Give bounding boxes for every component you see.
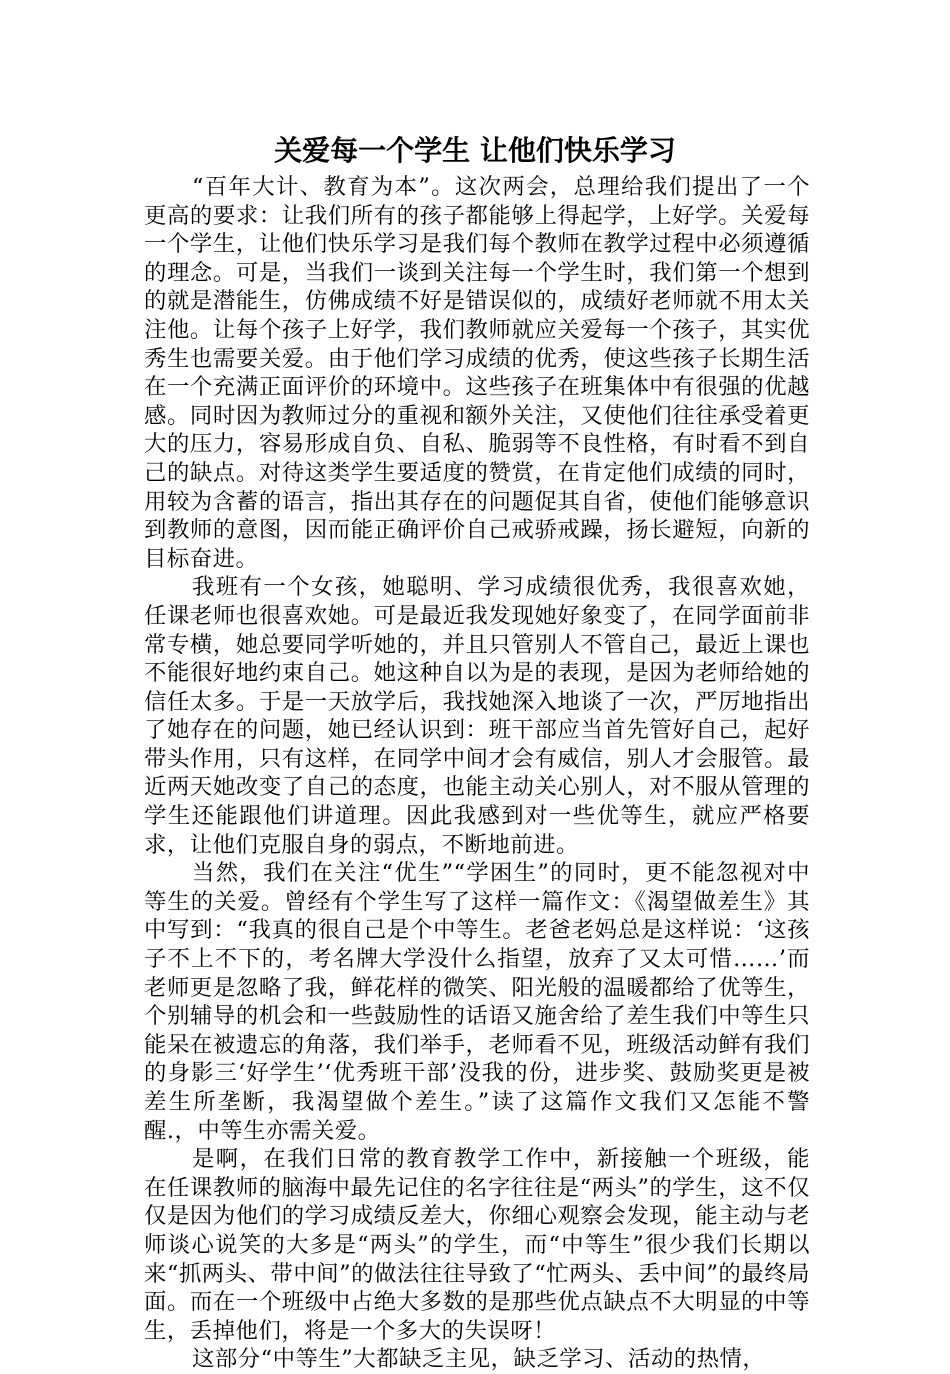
document-title: 关爱每一个学生 让他们快乐学习 — [274, 134, 676, 167]
paragraph-2: 我班有一个女孩，她聪明、学习成绩很优秀，我很喜欢她，任课老师也很喜欢她。可是最近我发现她好象变了，在同学面前非常专横，她总要同学听她的，并且只管别人不管自己，最近上课也不能很好地约束自己。她这种自以为是的表现，是因为老师给她的信任太多。于是一天放学后，我找她深入地谈了一次，严厉地指出了她存在的问题，她已经认识到：班干部应当首先管好自己，起好带头作用，只有这样，在同学中间才会有威信，别人才会服管。最近两天她改变了自己的态度，也能主动关心别人，对不服从管理的学生还能跟他们讲道理。因此我感到对一些优等生，就应严格要求，让他们克服自身的弱点，不断地前进。 — [144, 574, 810, 858]
document-body — [144, 173, 810, 1374]
paragraph-1: “百年大计、教育为本”。这次两会，总理给我们提出了一个更高的要求：让我们所有的孩子都能够上得起学，上好学。关爱每一个学生，让他们快乐学习是我们每个教师在教学过程中必须遵循的理念。可是，当我们一谈到关注每一个学生时，我们第一个想到的就是潜能生，仿佛成绩不好是错误似的，成绩好老师就不用太关注他。让每个孩子上好学，我们教师就应关爱每一个孩子，其实优秀生也需要关爱。由于他们学习成绩的优秀，使这些孩子长期生活在一个充满正面评价的环境中。这些孩子在班集体中有很强的优越感。同时因为教师过分的重视和额外关注，又使他们往往承受着更大的压力，容易形成自负、自私、脆弱等不良性格，有时看不到自己的缺点。对待这类学生要适度的赞赏，在肯定他们成绩的同时，用较为含蓄的语言，指出其存在的问题促其自省，使他们能够意识到教师的意图，因而能正确评价自己戒骄戒躁，扬长避短，向新的目标奋进。 — [144, 174, 810, 572]
paragraph-5: 这部分“中等生”大都缺乏主见，缺乏学习、活动的热情， — [192, 1346, 766, 1373]
paragraph-3: 当然，我们在关注“优生”“学困生”的同时，更不能忽视对中等生的关爱。曾经有个学生写了这样一篇作文：《渴望做差生》其中写到：“我真的很自己是个中等生。老爸老妈总是这样说：‘这孩子不上不下的，考名牌大学没什么指望，放弃了又太可惜……’而老师更是忽略了我，鲜花样的微笑、阳光般的温暖都给了优等生，个别辅导的机会和一些鼓励性的话语又施舍给了差生我们中等生只能呆在被遗忘的角落，我们举手，老师看不见，班级活动鲜有我们的身影三‘好学生’‘优秀班干部’没我的份，进步奖、鼓励奖更是被差生所垄断，我渴望做个差生。”读了这篇作文我们又怎能不警醒.，中等生亦需关爱。 — [144, 860, 810, 1144]
paragraph-4: 是啊，在我们日常的教育教学工作中，新接触一个班级，能在任课教师的脑海中最先记住的名字往往是“两头”的学生，这不仅仅是因为他们的学习成绩反差大，你细心观察会发现，能主动与老师谈心说笑的大多是“两头”的学生，而“中等生”很少我们长期以来“抓两头、带中间”的做法往往导致了“忙两头、丢中间”的最终局面。而在一个班级中占绝大多数的是那些优点缺点不大明显的中等生，丢掉他们，将是一个多大的失误呀！ — [144, 1146, 810, 1344]
